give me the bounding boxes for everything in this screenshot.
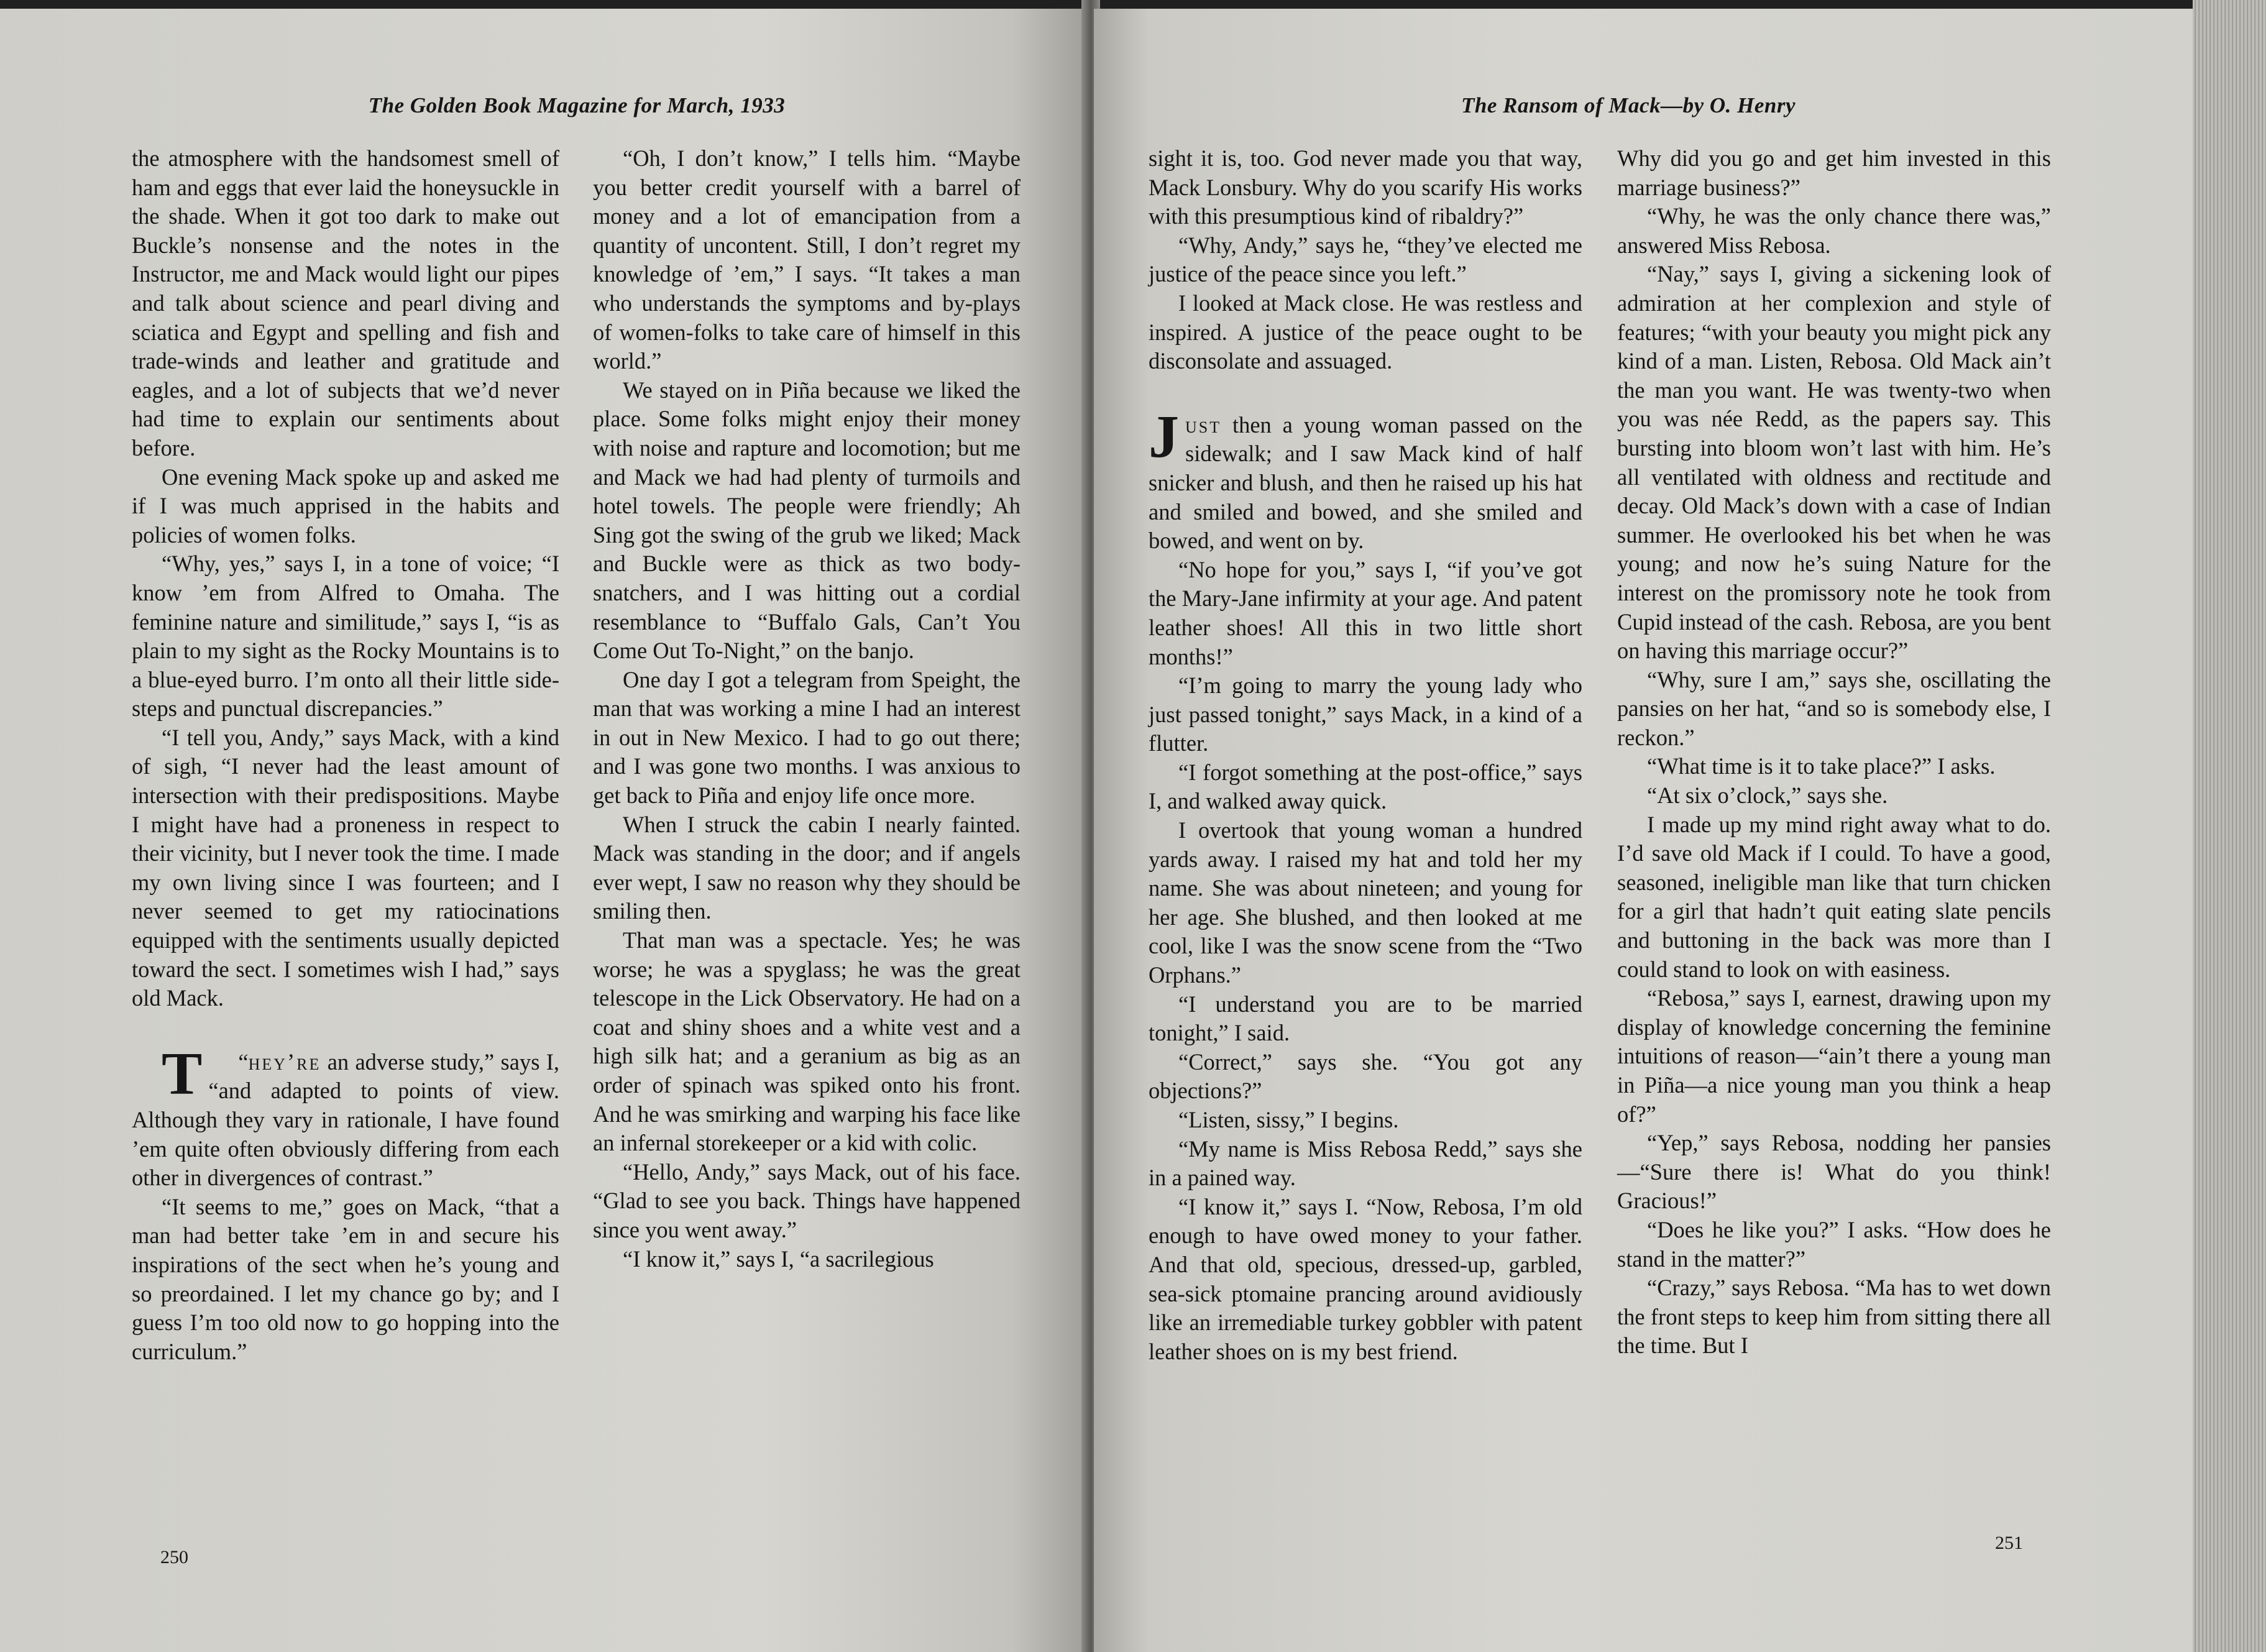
paragraph: “Nay,” says I, giving a sickening look of admiration at her complexion and style of features; “with your beauty you might pick any kind of a man. Listen, Rebosa. Old Mack ain’t the man you want. He was twenty-two when you was née Redd, as the papers say. This bursting into bloom won’t last with him. He’s all ventilated with oldness and rectitude and decay. Old Mack’s down with a case of Indian summer. He overlooked his bet when he was young; and now he’s suing Nature for the interest on the promissory note he took from Cupid instead of the cash. Rebosa, are you bent on having this marriage occur?” xyxy=(1617,261,2051,664)
paragraph: I looked at Mack close. He was restless and inspired. A justice of the peace ought to be disconsolate and assuaged. xyxy=(1149,290,1582,374)
left-page xyxy=(0,9,1089,1652)
right-page xyxy=(1094,9,2193,1652)
dropcap-smallcaps: ust xyxy=(1185,411,1222,438)
paragraph: “What time is it to take place?” I asks. xyxy=(1647,753,1996,779)
paragraph-group xyxy=(1149,144,1582,376)
paragraph: “Why, he was the only chance there was,” answered Miss Rebosa. xyxy=(1617,203,2051,258)
dropcap-paragraph xyxy=(132,1040,559,1193)
paragraph: “My name is Miss Rebosa Redd,” says she in a pained way. xyxy=(1149,1136,1582,1191)
dropcap-lead: “ xyxy=(238,1049,249,1075)
paragraph-group xyxy=(1617,144,2051,1361)
paragraph: “It seems to me,” goes on Mack, “that a man had better take ’em in and secure his inspirations of the sect when he’s young and so preordained. I let my chance go by; and I guess I’m too old now to go hopping into the curriculum.” xyxy=(132,1193,559,1364)
dropcap-letter: T xyxy=(162,1040,203,1108)
paragraph: I made up my mind right away what to do. I’d save old Mack if I could. To have a good, seasoned, ineligible man like that turn chicken for a girl that hadn’t quit eating slate pencils and buttoning in the back was more than I could stand to look on with easiness. xyxy=(1617,811,2051,982)
paragraph-group xyxy=(1149,556,1582,1367)
paragraph: “Does he like you?” I asks. “How does he stand in the matter?” xyxy=(1617,1216,2051,1272)
dropcap-rest: an adverse study,” says I, “and adapted to points of view. Although they vary in rationale, I have found ’em quite often obviously differing from each other in divergences of contrast.” xyxy=(132,1049,559,1191)
left-column-1 xyxy=(132,144,559,1366)
paragraph: “Listen, sissy,” I begins. xyxy=(1178,1107,1399,1132)
paragraph-group xyxy=(593,144,1021,1273)
dropcap-smallcaps: hey’re xyxy=(248,1049,321,1075)
page-edges xyxy=(2193,0,2266,1652)
left-column-2 xyxy=(593,144,1021,1273)
paragraph: “At six o’clock,” says she. xyxy=(1647,782,1888,809)
dropcap-rest: then a young woman passed on the sidewalk; and I saw Mack kind of half snicker and blush, and then he raised up his hat and smiled and bowed, and she smiled and bowed, and went on by. xyxy=(1149,411,1582,554)
paragraph: “I know it,” says I. “Now, Rebosa, I’m old enough to have owed money to your father. And that old, specious, dressed-up, garbled, sea-sick ptomaine prancing around avidiously like an irremediable turkey gobbler with patent leather shoes on is my best friend. xyxy=(1149,1193,1582,1364)
right-column-1 xyxy=(1149,144,1582,1366)
paragraph: One evening Mack spoke up and asked me if I was much apprised in the habits and policies of women folks. xyxy=(132,464,559,548)
running-head-left: The Golden Book Magazine for March, 1933 xyxy=(368,93,786,117)
paragraph: “Why, sure I am,” says she, oscillating the pansies on her hat, “and so is somebody else, I reckon.” xyxy=(1617,666,2051,750)
paragraph: “I know it,” says I, “a sacrilegious xyxy=(623,1246,934,1272)
running-head-right: The Ransom of Mack—by O. Henry xyxy=(1461,93,1796,117)
paragraph: “No hope for you,” says I, “if you’ve got the Mary-Jane infirmity at your age. And patent leather shoes! All this in two little short months!” xyxy=(1149,556,1582,669)
right-column-2 xyxy=(1617,144,2051,1361)
dropcap-paragraph xyxy=(1149,403,1582,556)
page-number-left: 250 xyxy=(160,1547,188,1567)
paragraph: “Hello, Andy,” says Mack, out of his face. “Glad to see you back. Things have happened since you went away.” xyxy=(593,1159,1021,1242)
paragraph: “Why, yes,” says I, in a tone of voice; “I know ’em from Alfred to Omaha. The feminine nature and similitude,” says I, “is as plain to my sight as the Rocky Mountains is to a blue-eyed burro. I’m onto all their little side-steps and punctual discrepancies.” xyxy=(132,551,559,722)
paragraph: “Why, Andy,” says he, “they’ve elected me justice of the peace since you left.” xyxy=(1149,232,1582,287)
page-number-right: 251 xyxy=(1995,1533,2023,1553)
paragraph: I overtook that young woman a hundred yards away. I raised my hat and told her my name. She was about nineteen; and young for her age. She blushed, and then looked at me cool, like I was the snow scene from the “Two Orphans.” xyxy=(1149,817,1582,988)
paragraph: “I’m going to marry the young lady who just passed tonight,” says Mack, in a kind of a flutter. xyxy=(1149,672,1582,756)
paragraph: “I understand you are to be married tonight,” I said. xyxy=(1149,991,1582,1046)
paragraph: “Rebosa,” says I, earnest, drawing upon my display of knowledge concerning the feminine intuitions of reason—“ain’t there a young man in Piña—a nice young man you think a heap of?” xyxy=(1617,985,2051,1127)
paragraph: We stayed on in Piña because we liked the place. Some folks might enjoy their money with noise and rapture and locomotion; but me and Mack we had had plenty of turmoils and hotel towels. The people were friendly; Ah Sing got the swing of the grub we liked; Mack and Buckle were as thick as two body-snatchers, and I was hitting out a cordial resemblance to “Buffalo Gals, Can’t You Come Out To-Night,” on the banjo. xyxy=(593,377,1021,664)
paragraph: “Yep,” says Rebosa, nodding her pansies—“Sure there is! What do you think! Gracious!” xyxy=(1617,1130,2051,1214)
paragraph: When I struck the cabin I nearly fainted. Mack was standing in the door; and if angels ever wept, I saw no reason why they should be smiling then. xyxy=(593,811,1021,924)
paragraph: “Crazy,” says Rebosa. “Ma has to wet down the front steps to keep him from sitting there all the time. But I xyxy=(1617,1275,2051,1359)
paragraph: the atmosphere with the handsomest smell of ham and eggs that ever laid the honeysuckle in the shade. When it got too dark to make out Buckle’s nonsense and the notes in the Instructor, me and Mack would light our pipes and talk about science and pearl diving and sciatica and Egypt and spelling and fish and trade-winds and leather and gratitude and eagles, and a lot of subjects that we’d never had time to explain our sentiments about before. xyxy=(132,145,559,461)
paragraph: “I tell you, Andy,” says Mack, with a kind of sigh, “I never had the least amount of intersection with their predispositions. Maybe I might have had a proneness in respect to their vicinity, but I never took the time. I made my own living since I was fourteen; and I never seemed to get my ratiocinations equipped with the sentiments usually depicted toward the sect. I sometimes wish I had,” says old Mack. xyxy=(132,724,559,1011)
paragraph: Why did you go and get him invested in this marriage business?” xyxy=(1617,145,2051,200)
paragraph: One day I got a telegram from Speight, the man that was working a mine I had an interest in out in New Mexico. I had to go out there; and I was gone two months. I was anxious to get back to Piña and enjoy life once more. xyxy=(593,666,1021,809)
paragraph-group xyxy=(132,1193,559,1367)
paragraph: “Correct,” says she. “You got any objections?” xyxy=(1149,1049,1582,1104)
dropcap-letter: J xyxy=(1149,403,1179,470)
paragraph: sight it is, too. God never made you that way, Mack Lonsbury. Why do you scarify His works with this presumptious kind of ribaldry?” xyxy=(1149,145,1582,229)
paragraph: “Oh, I don’t know,” I tells him. “Maybe you better credit yourself with a barrel of money and a lot of emancipation from a quantity of uncontent. Still, I don’t regret my knowledge of ’em,” I says. “It takes a man who understands the symptoms and by-plays of women-folks to take care of himself in this world.” xyxy=(593,145,1021,374)
paragraph-group xyxy=(132,144,559,1013)
paragraph: “I forgot something at the post-office,” says I, and walked away quick. xyxy=(1149,759,1582,814)
paragraph: That man was a spectacle. Yes; he was worse; he was a spyglass; he was the great telescope in the Lick Observatory. He had on a coat and shiny shoes and a white vest and a high silk hat; and a geranium as big as an order of spinach was spiked onto his front. And he was smirking and warping his face like an infernal storekeeper or a kid with colic. xyxy=(593,927,1021,1156)
